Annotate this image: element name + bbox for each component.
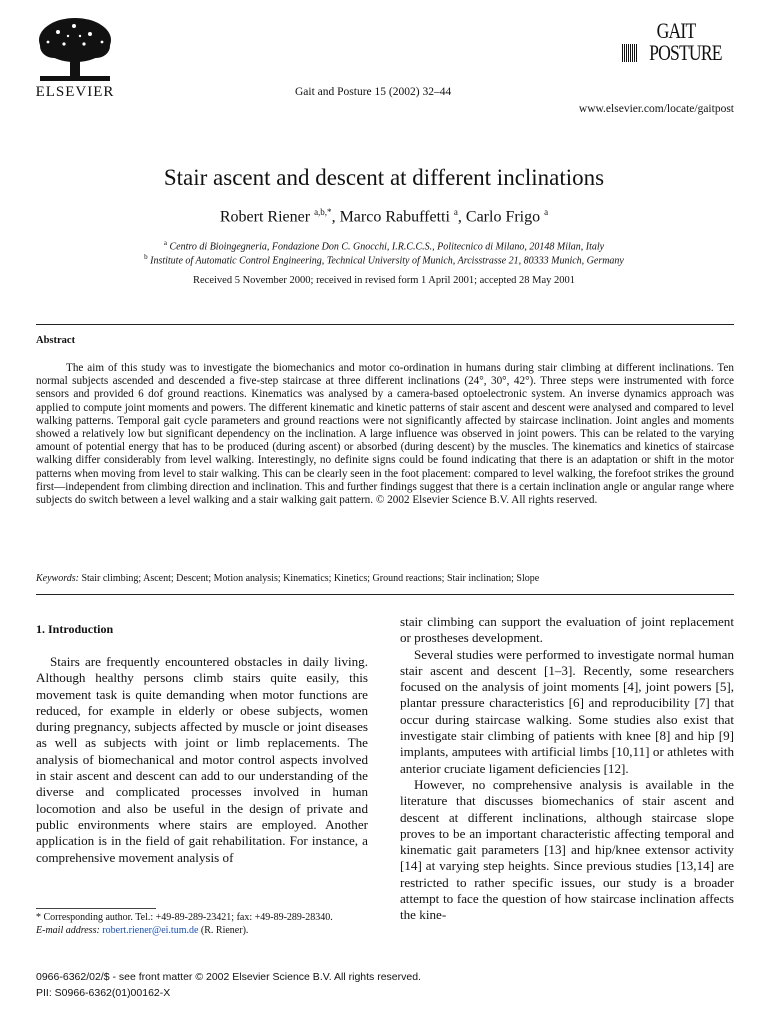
author-separator: , bbox=[331, 208, 340, 226]
section-heading: 1. Introduction bbox=[36, 622, 114, 636]
corresponding-author-note: * Corresponding author. Tel.: +49-89-289-23421; fax: +49-89-289-28340. bbox=[36, 912, 333, 923]
email-label: E-mail address: bbox=[36, 924, 100, 936]
affiliation-text: Centro di Bioingegneria, Fondazione Don C. Gnocchi, I.R.C.C.S., Politecnico di Milano, 20148 Milan, Italy bbox=[169, 241, 605, 253]
journal-logo bbox=[628, 20, 724, 64]
email-link[interactable]: robert.riener@ei.tum.de bbox=[102, 924, 199, 936]
affiliation bbox=[0, 239, 768, 252]
email-suffix: (R. Riener). bbox=[198, 924, 249, 936]
affiliation-text: Institute of Automatic Control Engineering, Technical University of Munich, Arcisstrasse 21, 80333 Munich, Germany bbox=[150, 255, 624, 267]
copyright-line: 0966-6362/02/$ - see front matter © 2002 Elsevier Science B.V. All rights reserved. bbox=[36, 971, 421, 983]
author-name: Robert Riener bbox=[219, 208, 311, 226]
footnote-divider bbox=[36, 908, 156, 909]
author-affiliation-mark: a,b,* bbox=[314, 207, 332, 217]
right-column bbox=[400, 614, 734, 924]
affiliation-mark: a bbox=[163, 239, 168, 247]
journal-reference: Gait and Posture 15 (2002) 32–44 bbox=[295, 86, 452, 98]
divider bbox=[36, 324, 734, 325]
keywords-label: Keywords: bbox=[36, 573, 79, 584]
publisher-logo bbox=[30, 14, 120, 101]
article-title: Stair ascent and descent at different inclinations bbox=[163, 165, 605, 190]
body-paragraph: stair climbing can support the evaluation of joint replacement or prostheses development. bbox=[400, 614, 734, 646]
received-dates: Received 5 November 2000; received in revised form 1 April 2001; accepted 28 May 2001 bbox=[193, 275, 575, 286]
body-paragraph: Stairs are frequently encountered obstacles in daily living. Although healthy persons climb stairs quite easily, this movement task is quite demanding when motor functions are reduced, for example in elderly or obese subjects, women during pregnancy, subjects affected by muscle or joint diseases as well as subjects with joint or limb replacements. The analysis of biomechanical and motor control aspects involved in stair ascent and descent can add to our understanding of the diverse and complicated processes involved in human locomotion and also be useful in the design of private and public environments where stairs are employed. Another application is in the field of gait rehabilitation. For instance, a comprehensive movement analysis of bbox=[36, 654, 368, 865]
author-separator: , bbox=[457, 208, 466, 226]
body-paragraph: However, no comprehensive analysis is available in the literature that discusses biomechanics of stair ascent and descent at different inclinations, although staircase slope proves to be an important characteristic affecting temporal and kinematic gait parameters [13] and hip/knee extensor activity [14] at varying step heights. Since previous studies [13,14] are restricted to rather specific issues, our study is a broader attempt to face the question of how staircase inclination affects the kine- bbox=[400, 776, 734, 923]
keywords-list: Stair climbing; Ascent; Descent; Motion analysis; Kinematics; Kinetics; Ground reactions; Stair inclination; Slope bbox=[81, 573, 540, 584]
author-affiliation-mark: a bbox=[453, 207, 458, 217]
keywords bbox=[36, 573, 734, 584]
affiliation-mark: b bbox=[144, 253, 148, 261]
journal-logo-line1: GAIT bbox=[656, 18, 696, 43]
publisher-name: ELSEVIER bbox=[35, 84, 115, 100]
tree-icon bbox=[34, 14, 116, 86]
footnote bbox=[36, 912, 368, 937]
pii-line: PII: S0966-6362(01)00162-X bbox=[36, 987, 171, 999]
body-paragraph: Several studies were performed to investigate normal human stair ascent and descent [1–3]. Recently, some researchers focused on the analysis of joint moments [4], joint powers [5], plantar pressure characteristics [6] and reproducibility [7] that occur during staircase walking. Some studies also exist that investigate stair climbing of patients with knee [8] and hip [9] implants, amputees with artificial limbs [10,11] or athletes with anterior cruciate ligament deficiencies [12]. bbox=[400, 646, 734, 776]
abstract-text: The aim of this study was to investigate the biomechanics and motor co-ordination in humans during stair climbing at different inclinations. Ten normal subjects ascended and descended a five-step staircase at three different inclinations (24°, 30°, 42°). Three steps were instrumented with force sensors and provided 6 dof ground reactions. Kinematics was analysed by a camera-based optoelectronic system. An inverse dynamics approach was applied to compute joint moments and powers. The different kinematic and kinetic patterns of stair ascent and descent were analysed and compared to level walking patterns. Temporal gait cycle parameters and ground reactions were not significantly affected by staircase inclination. Joint angles and moments showed a relatively low but significant dependency on the inclination. A large influence was observed in joint powers. This can be related to the varying amount of potential energy that has to be produced (during ascent) or absorbed (during descent) by the muscles. The kinematics and kinetics of staircase walking differ considerably from level walking. Interestingly, no definite signs could be found indicating that there is an adaptation or shift in the motor patterns when moving from level to stair walking. This can be clearly seen in the foot placement: compared to level walking, the forefoot strikes the ground first—independent from climbing direction and inclination. This and further findings suggest that there is a certain inclination angle or angular range where subjects do switch between a level walking and a stair walking gait pattern. © 2002 Elsevier Science B.V. All rights reserved. bbox=[36, 362, 734, 507]
author-name: Carlo Frigo bbox=[465, 208, 541, 226]
author-affiliation-mark: a bbox=[544, 207, 549, 217]
affiliation bbox=[0, 253, 768, 266]
author-list bbox=[0, 207, 768, 226]
author-name: Marco Rabuffetti bbox=[339, 208, 450, 226]
journal-logo-line2: POSTURE bbox=[648, 40, 722, 65]
abstract-heading: Abstract bbox=[36, 335, 76, 346]
barcode-icon bbox=[622, 44, 637, 62]
journal-url[interactable]: www.elsevier.com/locate/gaitpost bbox=[578, 103, 734, 115]
divider bbox=[36, 594, 734, 595]
